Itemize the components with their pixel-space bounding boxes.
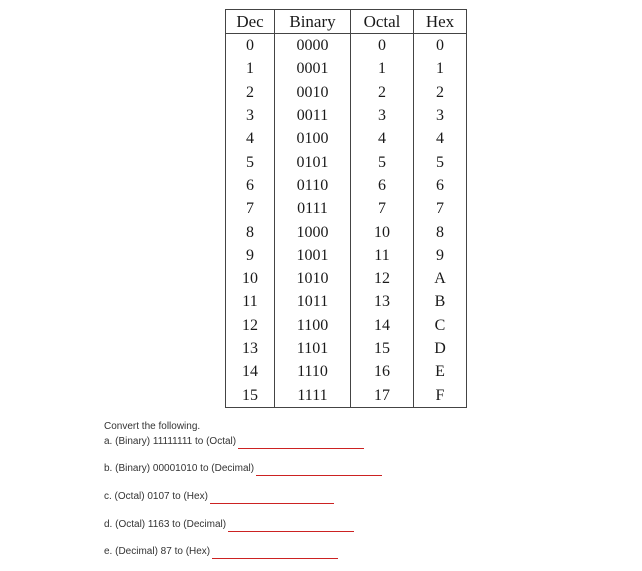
cell-binary: 0000 <box>275 34 351 58</box>
table-row <box>226 127 467 150</box>
cell-binary: 1001 <box>275 244 351 267</box>
table-row <box>226 57 467 80</box>
cell-dec: 1 <box>226 57 275 80</box>
cell-binary: 1000 <box>275 220 351 243</box>
table-row <box>226 337 467 360</box>
cell-octal: 2 <box>351 81 414 104</box>
cell-octal: 5 <box>351 150 414 173</box>
cell-binary: 1010 <box>275 267 351 290</box>
cell-hex: 0 <box>414 34 467 58</box>
exercise-section <box>104 420 382 559</box>
answer-blank[interactable] <box>210 493 334 504</box>
cell-hex: 8 <box>414 220 467 243</box>
question-text: d. (Octal) 1163 to (Decimal) <box>104 519 227 530</box>
table-row <box>226 220 467 243</box>
cell-dec: 4 <box>226 127 275 150</box>
cell-octal: 16 <box>351 360 414 383</box>
question-text: e. (Decimal) 87 to (Hex) <box>104 546 211 557</box>
table-row <box>226 104 467 127</box>
table-row <box>226 314 467 337</box>
table-row <box>226 81 467 104</box>
cell-dec: 11 <box>226 290 275 313</box>
table-row <box>226 197 467 220</box>
cell-dec: 9 <box>226 244 275 267</box>
cell-octal: 4 <box>351 127 414 150</box>
cell-binary: 1111 <box>275 383 351 407</box>
cell-dec: 3 <box>226 104 275 127</box>
cell-binary: 1101 <box>275 337 351 360</box>
cell-octal: 17 <box>351 383 414 407</box>
table-row <box>226 174 467 197</box>
header-hex: Hex <box>414 10 467 34</box>
cell-octal: 6 <box>351 174 414 197</box>
cell-binary: 0110 <box>275 174 351 197</box>
cell-octal: 0 <box>351 34 414 58</box>
cell-octal: 7 <box>351 197 414 220</box>
table-row <box>226 34 467 58</box>
cell-dec: 13 <box>226 337 275 360</box>
cell-binary: 0010 <box>275 81 351 104</box>
answer-blank[interactable] <box>256 465 382 476</box>
question-b <box>104 462 382 476</box>
header-octal: Octal <box>351 10 414 34</box>
conversion-table <box>225 9 467 408</box>
cell-dec: 8 <box>226 220 275 243</box>
question-a <box>104 435 382 449</box>
answer-blank[interactable] <box>212 548 338 559</box>
cell-binary: 0111 <box>275 197 351 220</box>
cell-hex: 7 <box>414 197 467 220</box>
table-row <box>226 267 467 290</box>
cell-hex: 4 <box>414 127 467 150</box>
question-text: c. (Octal) 0107 to (Hex) <box>104 491 208 502</box>
table-header-row <box>226 10 467 34</box>
cell-hex: C <box>414 314 467 337</box>
question-c <box>104 490 382 504</box>
cell-hex: D <box>414 337 467 360</box>
cell-dec: 7 <box>226 197 275 220</box>
cell-binary: 0101 <box>275 150 351 173</box>
table-row <box>226 360 467 383</box>
cell-hex: A <box>414 267 467 290</box>
header-binary: Binary <box>275 10 351 34</box>
cell-octal: 1 <box>351 57 414 80</box>
cell-octal: 13 <box>351 290 414 313</box>
cell-hex: E <box>414 360 467 383</box>
cell-hex: 2 <box>414 81 467 104</box>
cell-hex: 5 <box>414 150 467 173</box>
cell-binary: 1110 <box>275 360 351 383</box>
cell-binary: 0001 <box>275 57 351 80</box>
answer-blank[interactable] <box>228 521 354 532</box>
cell-dec: 2 <box>226 81 275 104</box>
cell-hex: 9 <box>414 244 467 267</box>
cell-dec: 6 <box>226 174 275 197</box>
cell-dec: 14 <box>226 360 275 383</box>
cell-dec: 5 <box>226 150 275 173</box>
question-text: a. (Binary) 11111111 to (Octal) <box>104 436 237 447</box>
cell-dec: 15 <box>226 383 275 407</box>
cell-octal: 11 <box>351 244 414 267</box>
cell-binary: 0100 <box>275 127 351 150</box>
cell-octal: 15 <box>351 337 414 360</box>
cell-hex: 3 <box>414 104 467 127</box>
question-e <box>104 545 382 559</box>
cell-hex: 6 <box>414 174 467 197</box>
cell-octal: 10 <box>351 220 414 243</box>
header-dec: Dec <box>226 10 275 34</box>
cell-octal: 3 <box>351 104 414 127</box>
cell-binary: 0011 <box>275 104 351 127</box>
cell-binary: 1011 <box>275 290 351 313</box>
cell-hex: 1 <box>414 57 467 80</box>
cell-hex: B <box>414 290 467 313</box>
cell-dec: 0 <box>226 34 275 58</box>
exercise-title: Convert the following. <box>104 421 201 432</box>
table-row <box>226 383 467 407</box>
cell-dec: 10 <box>226 267 275 290</box>
cell-octal: 12 <box>351 267 414 290</box>
table-row <box>226 290 467 313</box>
table-body <box>226 34 467 408</box>
cell-octal: 14 <box>351 314 414 337</box>
cell-dec: 12 <box>226 314 275 337</box>
cell-binary: 1100 <box>275 314 351 337</box>
question-text: b. (Binary) 00001010 to (Decimal) <box>104 463 255 474</box>
answer-blank[interactable] <box>238 438 364 449</box>
cell-hex: F <box>414 383 467 407</box>
table-row <box>226 150 467 173</box>
table-row <box>226 244 467 267</box>
question-d <box>104 518 382 532</box>
